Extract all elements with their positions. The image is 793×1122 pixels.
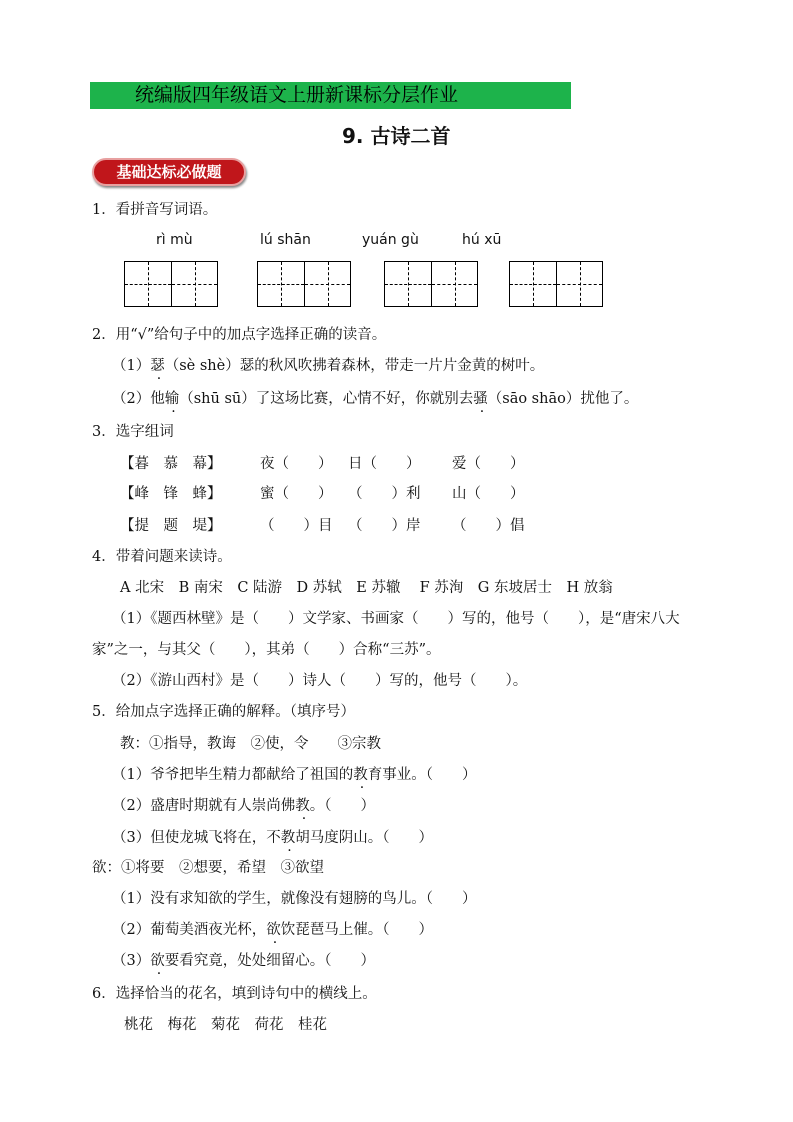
dotted-char: 输 — [164, 391, 180, 407]
q5-jiao-2: （2）盛唐时期就有人崇尚佛教。（ ） — [112, 798, 375, 814]
q3-blank[interactable]: （ ）利 — [348, 486, 421, 502]
q3-blank[interactable]: 蜜（ ） — [260, 486, 333, 502]
q4-options: A 北宋 B 南宋 C 陆游 D 苏轼 E 苏辙 F 苏洵 G 东坡居士 H 放翁 — [120, 580, 613, 596]
q3-blank[interactable]: （ ）倡 — [452, 518, 525, 534]
q3-blank[interactable]: 爱（ ） — [452, 456, 525, 472]
section-badge: 基础达标必做题 — [92, 158, 246, 186]
q5-yu-definitions: 欲：①将要 ②想要，希望 ③欲望 — [92, 860, 324, 876]
q3-stem: 3．选字组词 — [92, 424, 174, 440]
dotted-char: 欲 — [150, 953, 165, 969]
q3-group-3: 【提 题 堤】 — [120, 518, 222, 534]
answer-grid-1[interactable] — [124, 261, 218, 307]
dotted-char: 教 — [295, 798, 310, 814]
grid-cell[interactable] — [385, 262, 431, 306]
q4-line-3: （2）《游山西村》是（ ）诗人（ ）写的，他号（ ）。 — [112, 673, 528, 689]
grid-cell[interactable] — [125, 262, 171, 306]
q3-blank[interactable]: （ ）目 — [260, 518, 333, 534]
q1-pinyin-2: lú shān — [260, 232, 311, 248]
grid-cell[interactable] — [171, 262, 217, 306]
answer-grid-3[interactable] — [384, 261, 478, 307]
q5-yu-3: （3）欲要看究竟，处处细留心。（ ） — [112, 953, 375, 969]
answer-grid-4[interactable] — [509, 261, 603, 307]
dotted-char: 骚 — [473, 391, 488, 407]
q1-pinyin-1: rì mù — [156, 232, 193, 248]
grid-cell[interactable] — [431, 262, 477, 306]
q1-pinyin-4: hú xū — [462, 232, 502, 248]
dotted-char: 教 — [280, 830, 296, 846]
q5-yu-1: （1）没有求知欲的学生，就像没有翅膀的鸟儿。（ ） — [112, 891, 477, 907]
q3-blank[interactable]: 山（ ） — [452, 486, 525, 502]
page-title: 9. 古诗二首 — [342, 124, 451, 148]
q3-group-1: 【暮 慕 幕】 — [120, 456, 222, 472]
q3-group-2: 【峰 锋 蜂】 — [120, 486, 222, 502]
q3-blank[interactable]: （ ）岸 — [348, 518, 421, 534]
dotted-char: 欲 — [266, 922, 281, 938]
q6-flower-options: 桃花 梅花 菊花 荷花 桂花 — [124, 1017, 327, 1033]
q4-stem: 4．带着问题来读诗。 — [92, 549, 232, 565]
q1-pinyin-3: yuán gù — [362, 232, 419, 248]
q5-jiao-definitions: 教：①指导，教诲 ②使，令 ③宗教 — [120, 736, 381, 752]
q2-stem: 2．用“√”给句子中的加点字选择正确的读音。 — [92, 327, 387, 343]
grid-cell[interactable] — [510, 262, 556, 306]
q2-line-2: （2）他输（shū sū）了这场比赛，心情不好，你就别去骚（sāo shāo）扰他了。 — [112, 391, 639, 407]
header-banner: 统编版四年级语文上册新课标分层作业 — [90, 82, 571, 109]
q6-stem: 6．选择恰当的花名，填到诗句中的横线上。 — [92, 986, 377, 1002]
answer-grid-2[interactable] — [257, 261, 351, 307]
q5-jiao-3: （3）但使龙城飞将在，不教胡马度阴山。（ ） — [112, 830, 433, 846]
q4-line-2: 家”之一，与其父（ ），其弟（ ）合称“三苏”。 — [92, 642, 441, 658]
dotted-char: 瑟 — [150, 358, 165, 374]
q5-yu-2: （2）葡萄美酒夜光杯，欲饮琵琶马上催。（ ） — [112, 922, 433, 938]
grid-cell[interactable] — [556, 262, 602, 306]
q3-blank[interactable]: 夜（ ） — [260, 456, 333, 472]
grid-cell[interactable] — [304, 262, 350, 306]
q5-stem: 5．给加点字选择正确的解释。（填序号） — [92, 704, 355, 720]
q1-stem: 1．看拼音写词语。 — [92, 202, 218, 218]
dotted-char: 教 — [353, 767, 368, 783]
q4-line-1: （1）《题西林壁》是（ ）文学家、书画家（ ）写的，他号（ ），是“唐宋八大 — [112, 611, 680, 627]
grid-cell[interactable] — [258, 262, 304, 306]
q2-line-1: （1）瑟（sè shè）瑟的秋风吹拂着森林，带走一片片金黄的树叶。 — [112, 358, 545, 374]
q3-blank[interactable]: 日（ ） — [348, 456, 421, 472]
q5-jiao-1: （1）爷爷把毕生精力都献给了祖国的教育事业。（ ） — [112, 767, 477, 783]
